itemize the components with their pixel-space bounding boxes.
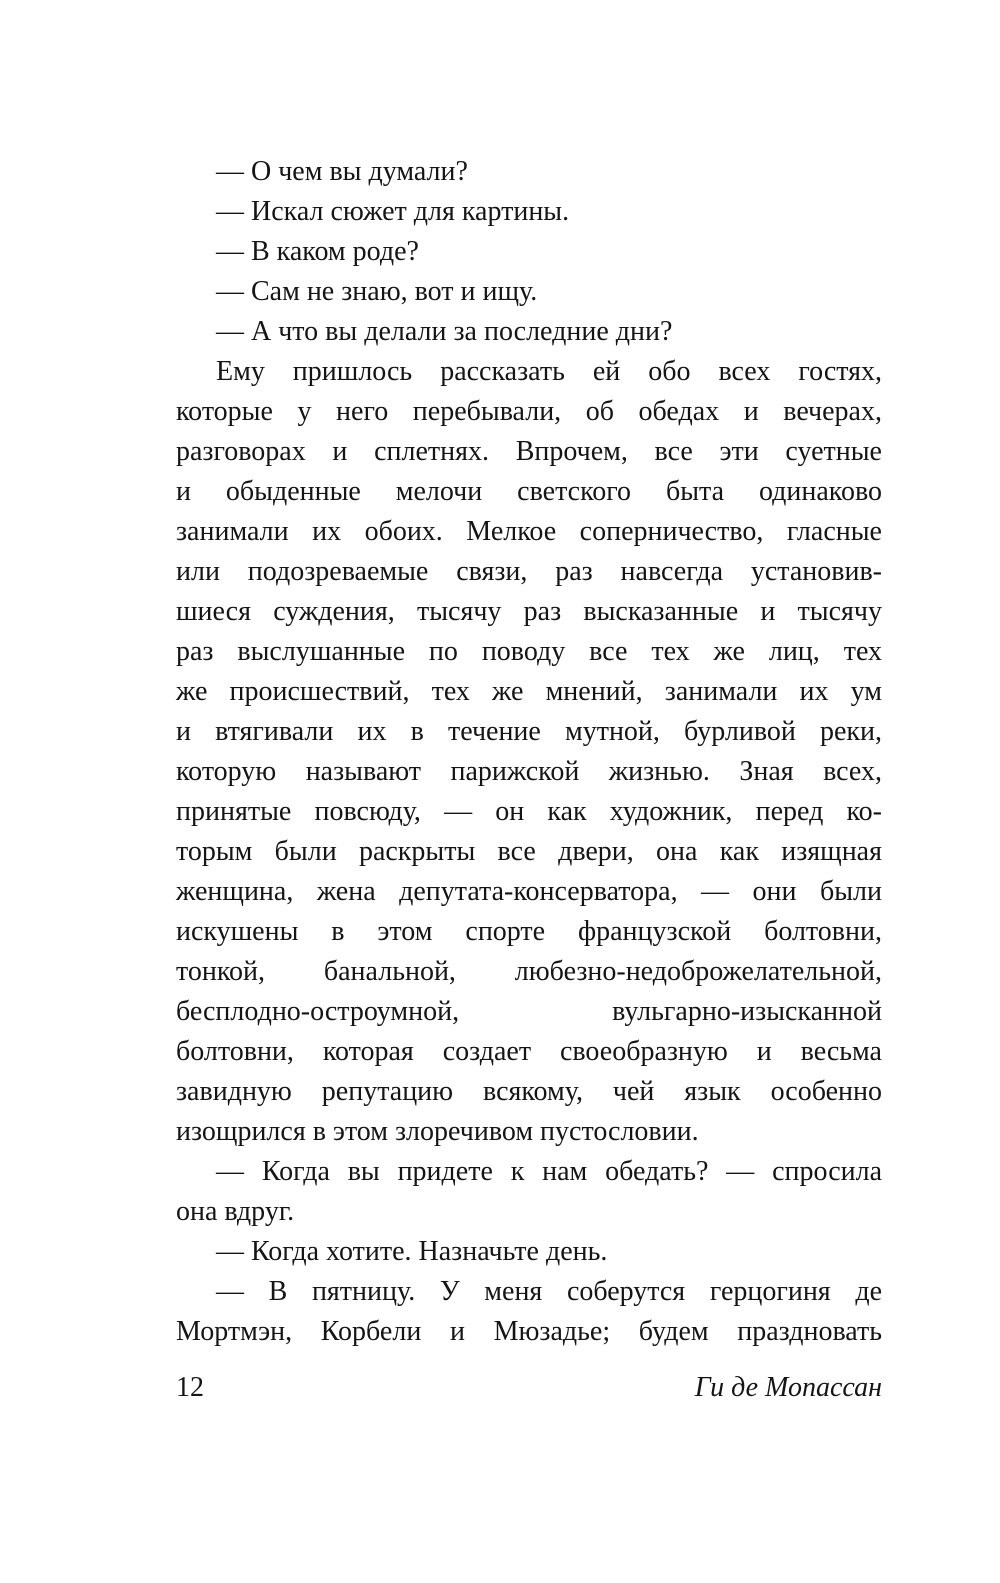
text-line: бесплодно-остроумной, вульгарно-изысканной xyxy=(176,996,882,1027)
text-line: — В пятницу. У меня соберутся герцогиня де xyxy=(216,1276,882,1307)
text-line: торым были раскрыты все двери, она как изящная xyxy=(176,836,882,867)
text-line: принятые повсюду, — он как художник, перед ко- xyxy=(176,796,882,827)
running-title-author: Ги де Мопассан xyxy=(694,1372,882,1403)
text-line: — Когда хотите. Назначьте день. xyxy=(216,1236,608,1267)
text-line: изощрился в этом злоречивом пустословии. xyxy=(176,1116,699,1147)
page-footer xyxy=(176,1368,882,1408)
text-line: раз выслушанные по поводу все тех же лиц, тех xyxy=(176,636,882,667)
text-line: или подозреваемые связи, раз навсегда установив- xyxy=(176,556,882,587)
text-line: которую называют парижской жизнью. Зная всех, xyxy=(176,756,882,787)
text-line: и обыденные мелочи светского быта одинаково xyxy=(176,476,882,507)
text-line: — Искал сюжет для картины. xyxy=(216,196,570,227)
text-line: — О чем вы думали? xyxy=(216,156,468,187)
text-line: женщина, жена депутата-консерватора, — они были xyxy=(176,876,882,907)
page-number: 12 xyxy=(176,1372,204,1403)
page-text xyxy=(176,152,882,1352)
text-line: искушены в этом спорте французской болтовни, xyxy=(176,916,882,947)
text-line: — В каком роде? xyxy=(216,236,419,267)
text-line: занимали их обоих. Мелкое соперничество, гласные xyxy=(176,516,882,547)
text-line: и втягивали их в течение мутной, бурливой реки, xyxy=(176,716,882,747)
text-line: Мортмэн, Корбели и Мюзадье; будем праздновать xyxy=(176,1316,882,1347)
text-line: же происшествий, тех же мнений, занимали их ум xyxy=(176,676,882,707)
text-line: завидную репутацию всякому, чей язык особенно xyxy=(176,1076,882,1107)
text-line: — А что вы делали за последние дни? xyxy=(216,316,673,347)
text-line: — Сам не знаю, вот и ищу. xyxy=(216,276,538,307)
text-line: которые у него перебывали, об обедах и вечерах, xyxy=(176,396,882,427)
text-line: болтовни, которая создает своеобразную и весьма xyxy=(176,1036,882,1067)
text-line: шиеся суждения, тысячу раз высказанные и тысячу xyxy=(176,596,882,627)
text-line: разговорах и сплетнях. Впрочем, все эти суетные xyxy=(176,436,882,467)
text-line: — Когда вы придете к нам обедать? — спросила xyxy=(216,1156,882,1187)
text-line: тонкой, банальной, любезно-недоброжелательной, xyxy=(176,956,882,987)
text-line: она вдруг. xyxy=(176,1196,295,1227)
text-line: Ему пришлось рассказать ей обо всех гостях, xyxy=(216,356,882,387)
